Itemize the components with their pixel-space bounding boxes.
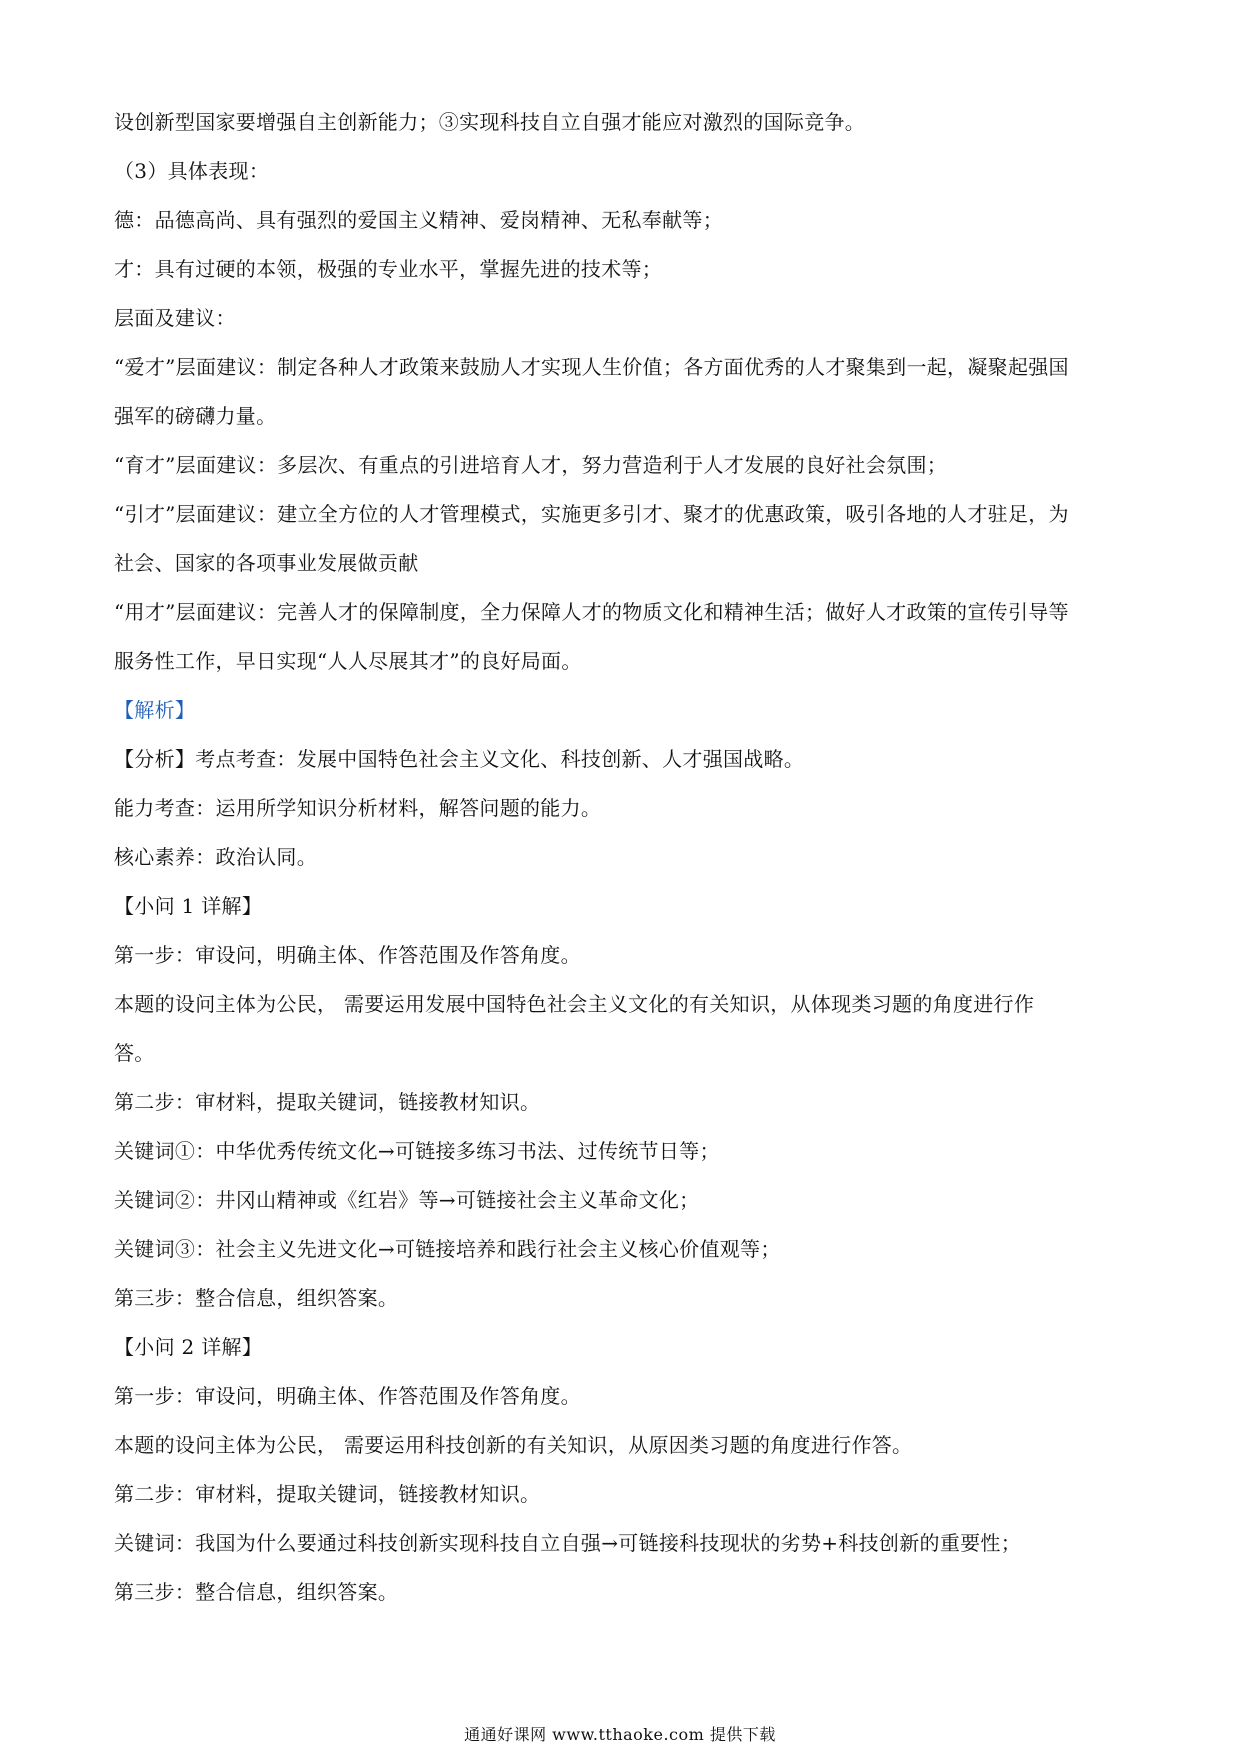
text-line: 本题的设问主体为公民， 需要运用科技创新的有关知识，从原因类习题的角度进行作答。	[114, 1433, 913, 1457]
text-line: “爱才”层面建议：制定各种人才政策来鼓励人才实现人生价值；各方面优秀的人才聚集到一起，凝聚起强国	[114, 355, 1069, 379]
text-line: 能力考查：运用所学知识分析材料，解答问题的能力。	[114, 796, 602, 820]
text-line: 社会、国家的各项事业发展做贡献	[114, 551, 419, 575]
document-body	[114, 98, 1134, 1617]
text-line: 第一步：审设问，明确主体、作答范围及作答角度。	[114, 943, 581, 967]
text-line: “引才”层面建议：建立全方位的人才管理模式，实施更多引才、聚才的优惠政策，吸引各地的人才驻足，为	[114, 502, 1069, 526]
text-line: 关键词：我国为什么要通过科技创新实现科技自立自强→可链接科技现状的劣势+科技创新的重要性；	[114, 1531, 1022, 1555]
subquestion-heading: 【小问 1 详解】	[114, 894, 263, 918]
text-line: 第二步：审材料，提取关键词，链接教材知识。	[114, 1090, 541, 1114]
text-line: 服务性工作，早日实现“人人尽展其才”的良好局面。	[114, 649, 582, 673]
text-line: 关键词①：中华优秀传统文化→可链接多练习书法、过传统节日等；	[114, 1139, 720, 1163]
text-line: （3）具体表现：	[114, 159, 270, 183]
text-line: 第一步：审设问，明确主体、作答范围及作答角度。	[114, 1384, 581, 1408]
text-line: 关键词③：社会主义先进文化→可链接培养和践行社会主义核心价值观等；	[114, 1237, 781, 1261]
text-line: 本题的设问主体为公民， 需要运用发展中国特色社会主义文化的有关知识，从体现类习题的角度进行作	[114, 992, 1035, 1016]
text-line: 答。	[114, 1041, 155, 1065]
text-line: “用才”层面建议：完善人才的保障制度，全力保障人才的物质文化和精神生活；做好人才政策的宣传引导等	[114, 600, 1069, 624]
text-line: 【分析】考点考查：发展中国特色社会主义文化、科技创新、人才强国战略。	[114, 747, 805, 771]
text-line: “育才”层面建议：多层次、有重点的引进培育人才，努力营造利于人才发展的良好社会氛围；	[114, 453, 948, 477]
text-line: 关键词②：井冈山精神或《红岩》等→可链接社会主义革命文化；	[114, 1188, 700, 1212]
text-line: 才：具有过硬的本领，极强的专业水平，掌握先进的技术等；	[114, 257, 663, 281]
text-line: 德：品德高尚、具有强烈的爱国主义精神、爱岗精神、无私奉献等；	[114, 208, 723, 232]
text-line: 第三步：整合信息，组织答案。	[114, 1580, 399, 1604]
subquestion-heading: 【小问 2 详解】	[114, 1335, 263, 1359]
text-line: 强军的磅礴力量。	[114, 404, 277, 428]
text-line: 第二步：审材料，提取关键词，链接教材知识。	[114, 1482, 541, 1506]
text-line: 核心素养：政治认同。	[114, 845, 317, 869]
analysis-heading: 【解析】	[114, 698, 196, 722]
text-line: 设创新型国家要增强自主创新能力；③实现科技自立自强才能应对激烈的国际竞争。	[114, 110, 866, 134]
text-line: 第三步：整合信息，组织答案。	[114, 1286, 399, 1310]
page-footer: 通通好课网 www.tthaoke.com 提供下载	[464, 1725, 776, 1744]
text-line: 层面及建议：	[114, 306, 236, 330]
